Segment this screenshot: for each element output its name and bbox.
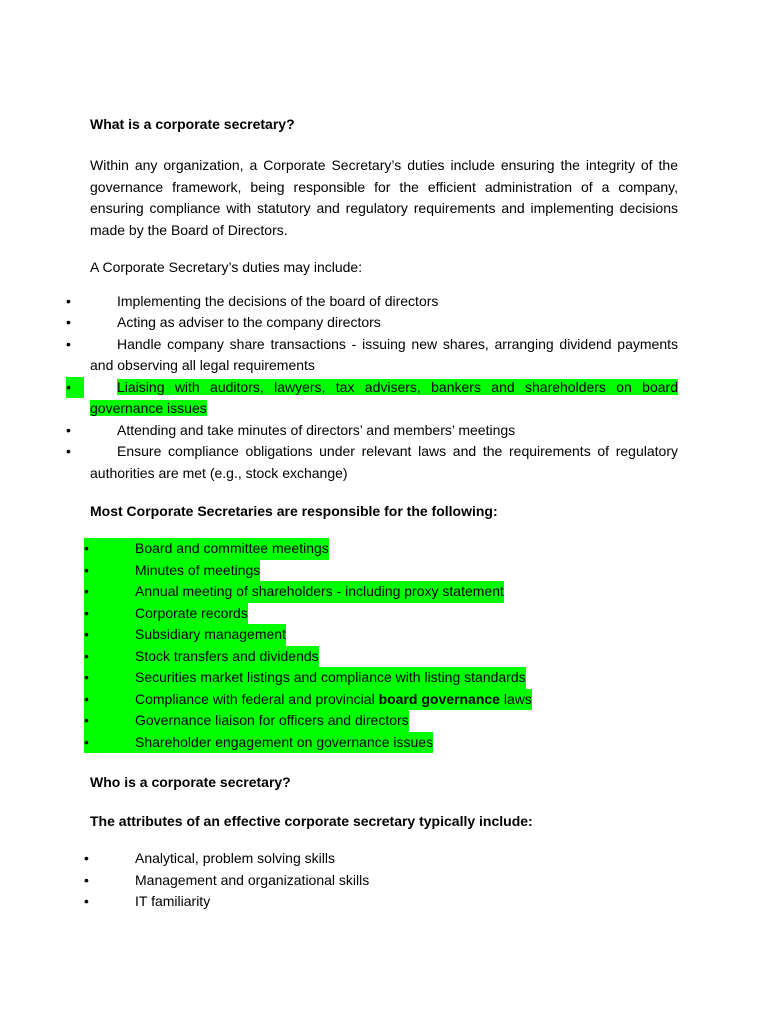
list-item-highlighted: • Subsidiary management — [90, 624, 286, 646]
list-item: • IT familiarity — [90, 891, 678, 913]
list-item-highlighted: • Stock transfers and dividends — [90, 646, 319, 668]
duties-lead: A Corporate Secretary’s duties may include: — [90, 259, 363, 275]
bullet-icon: • — [84, 540, 89, 556]
bullet-icon: • — [66, 314, 71, 330]
section-heading-responsibilities: Most Corporate Secretaries are responsible for the following: — [90, 503, 498, 519]
section-heading-who-is: Who is a corporate secretary? — [90, 774, 291, 790]
bullet-icon: • — [84, 583, 89, 599]
bullet-icon: • — [66, 443, 71, 459]
list-item: • Analytical, problem solving skills — [90, 848, 678, 870]
bullet-icon: • — [84, 850, 89, 866]
list-item: • Ensure compliance obligations under relevant laws and the requirements of regulatory authorities are met (e.g., stock exchange) — [66, 443, 678, 481]
document-body — [66, 114, 678, 913]
bullet-icon: • — [84, 871, 89, 888]
bullet-icon: • — [84, 604, 89, 621]
intro-paragraph: Within any organization, a Corporate Secretary’s duties include ensuring the integrity of the governance framework, being responsible for the efficient administration of a company, ensuring compliance with statutory and regulatory requirements and implementing decisions made by the Board of Directors. — [90, 157, 678, 238]
list-item-highlighted: • Shareholder engagement on governance issues — [90, 732, 433, 754]
duties-list — [66, 291, 678, 485]
list-item: • Attending and take minutes of directors’ and members’ meetings — [72, 420, 678, 442]
bullet-icon: • — [84, 669, 89, 685]
bullet-icon: • — [66, 292, 71, 309]
list-item: • Acting as adviser to the company directors — [72, 312, 678, 334]
list-item-highlighted: • Corporate records — [90, 603, 248, 625]
responsibilities-list — [84, 538, 678, 753]
list-item: • Management and organizational skills — [90, 870, 678, 892]
list-item-highlighted: • Securities market listings and compliance with listing standards — [90, 667, 526, 689]
list-item: • Implementing the decisions of the board of directors — [72, 291, 678, 313]
list-item: • Handle company share transactions - issuing new shares, arranging dividend payments and observing all legal requirements — [66, 335, 678, 373]
list-item-highlighted: • Governance liaison for officers and directors — [90, 710, 409, 732]
bullet-icon: • — [84, 690, 89, 707]
bullet-icon: • — [66, 335, 71, 352]
bullet-icon: • — [84, 561, 89, 578]
bullet-icon: • — [84, 647, 89, 664]
list-item-highlighted: • Minutes of meetings — [90, 560, 260, 582]
bullet-icon: • — [84, 733, 89, 750]
list-item-highlighted: • Annual meeting of shareholders - including proxy statement — [90, 581, 504, 603]
section-heading-what-is: What is a corporate secretary? — [90, 116, 295, 132]
bullet-icon: • — [66, 377, 84, 399]
list-item-highlighted: • Board and committee meetings — [90, 538, 329, 560]
attributes-list — [84, 848, 678, 913]
list-item-highlighted: • Compliance with federal and provincial board governance laws — [90, 689, 532, 711]
bullet-icon: • — [84, 893, 89, 909]
bullet-icon: • — [66, 421, 71, 438]
attributes-heading: The attributes of an effective corporate secretary typically include: — [90, 813, 533, 829]
list-item-highlighted: • Liaising with auditors, lawyers, tax advisers, bankers and shareholders on board governance issues — [66, 378, 678, 416]
bullet-icon: • — [84, 626, 89, 642]
bullet-icon: • — [84, 712, 89, 728]
